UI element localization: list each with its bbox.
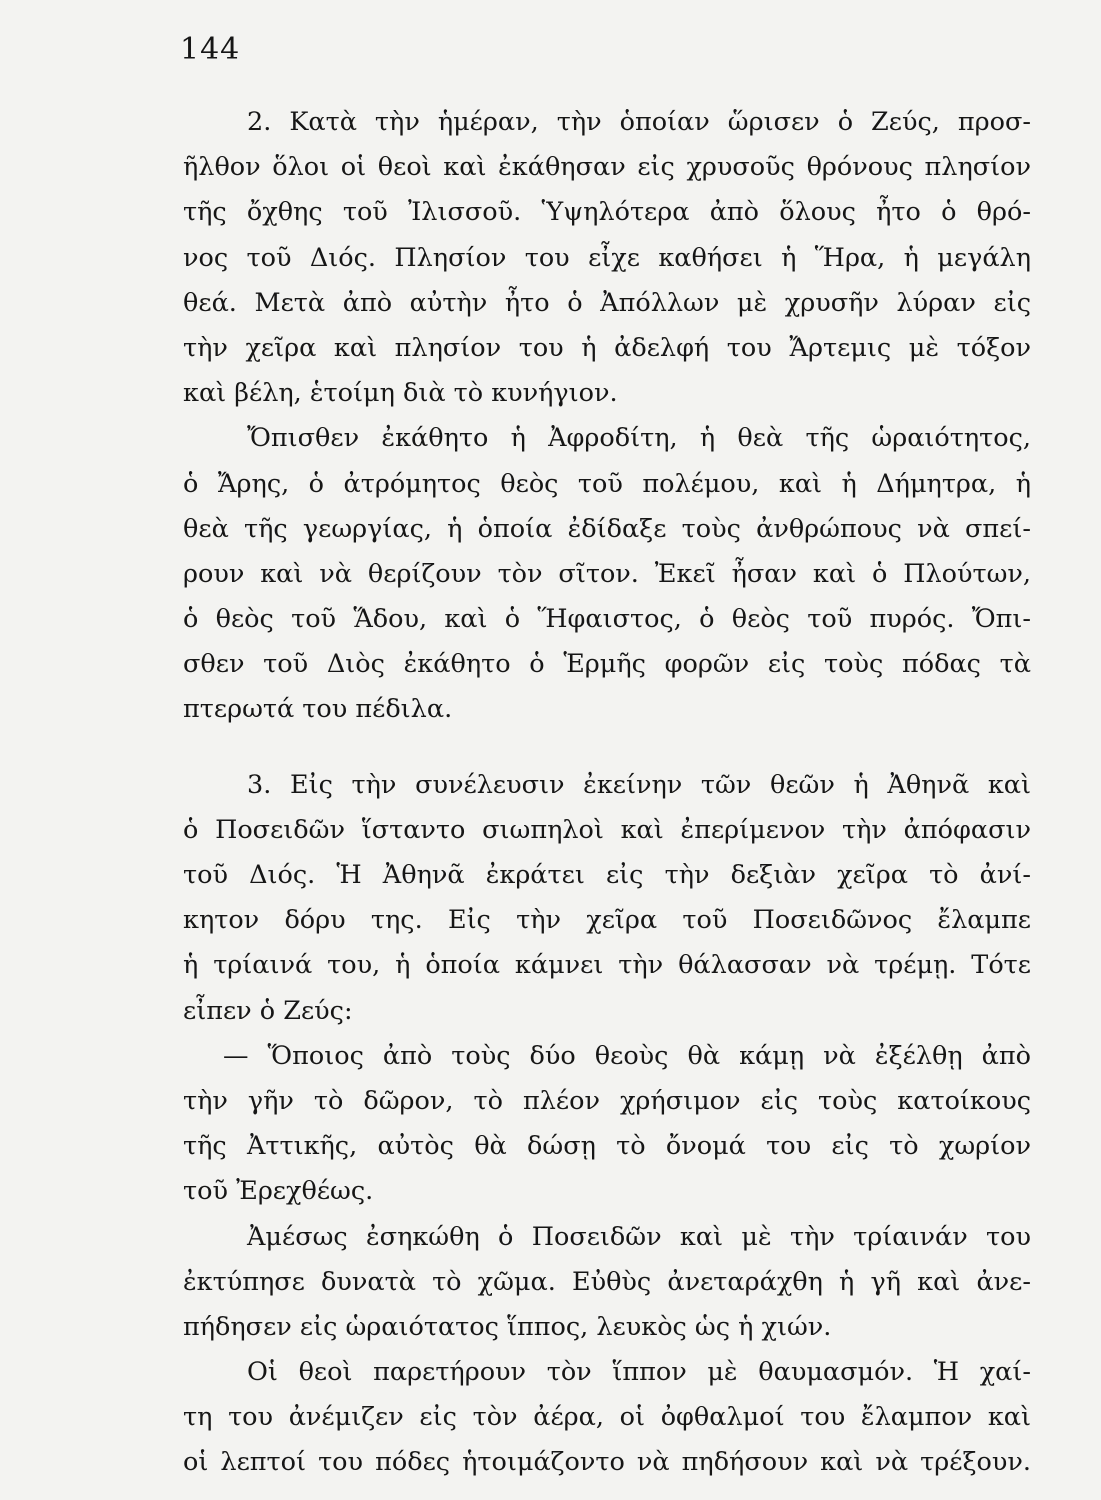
paragraph-3c <box>183 1350 1031 1486</box>
text-line: ὁ θεὸς τοῦ Ἅδου, καὶ ὁ Ἥφαιστος, ὁ θεὸς τοῦ πυρός. Ὄπι- <box>183 604 1031 635</box>
text-line: τῆς ὄχθης τοῦ Ἰλισσοῦ. Ὑψηλότερα ἀπὸ ὅλους ἦτο ὁ θρό- <box>183 197 1031 228</box>
text-line: — Ὅποιος ἀπὸ τοὺς δύο θεοὺς θὰ κάμῃ νὰ ἐξέλθῃ ἀπὸ <box>223 1040 1031 1071</box>
text-line: ἡ τρίαινά του, ἡ ὁποία κάμνει τὴν θάλασσαν νὰ τρέμῃ. Τότε <box>183 950 1031 981</box>
text-line: τη του ἀνέμιζεν εἰς τὸν ἀέρα, οἱ ὀφθαλμοί του ἔλαμπον καὶ <box>183 1402 1031 1433</box>
text-line: 3. Εἰς τὴν συνέλευσιν ἐκείνην τῶν θεῶν ἡ Ἀθηνᾶ καὶ <box>247 769 1031 800</box>
text-line: πήδησεν εἰς ὡραιότατος ἵππος, λευκὸς ὡς ἡ χιών. <box>183 1311 832 1342</box>
text-line: Οἱ θεοὶ παρετήρουν τὸν ἵππον μὲ θαυμασμόν. Ἡ χαί- <box>247 1357 1031 1388</box>
page-number: 144 <box>180 32 241 67</box>
text-line: θεά. Μετὰ ἀπὸ αὐτὴν ἦτο ὁ Ἀπόλλων μὲ χρυσῆν λύραν εἰς <box>183 287 1031 318</box>
zeus-speech <box>183 1034 1031 1215</box>
text-line: ὁ Ἄρης, ὁ ἀτρόμητος θεὸς τοῦ πολέμου, καὶ ἡ Δήμητρα, ἡ <box>183 468 1031 499</box>
paragraph-3 <box>183 763 1031 1034</box>
text-line: τῆς Ἀττικῆς, αὐτὸς θὰ δώσῃ τὸ ὄνομά του εἰς τὸ χωρίον <box>183 1131 1031 1162</box>
text-line: ἐκτύπησε δυνατὰ τὸ χῶμα. Εὐθὺς ἀνεταράχθη ἡ γῆ καὶ ἀνε- <box>183 1266 1031 1297</box>
text-line: οἱ λεπτοί του πόδες ἡτοιμάζοντο νὰ πηδήσουν καὶ νὰ τρέξουν. <box>183 1447 1031 1478</box>
text-line: ὁ Ποσειδῶν ἵσταντο σιωπηλοὶ καὶ ἐπερίμενον τὴν ἀπόφασιν <box>183 814 1031 845</box>
text-line: Ἀμέσως ἐσηκώθη ὁ Ποσειδῶν καὶ μὲ τὴν τρίαινάν του <box>247 1221 1031 1252</box>
text-line: τὴν γῆν τὸ δῶρον, τὸ πλέον χρήσιμον εἰς τοὺς κατοίκους <box>183 1085 1031 1116</box>
text-line: εἶπεν ὁ Ζεύς: <box>183 995 353 1026</box>
text-line: κητον δόρυ της. Εἰς τὴν χεῖρα τοῦ Ποσειδῶνος ἔλαμπε <box>183 905 1031 936</box>
text-line: τοῦ Ἐρεχθέως. <box>183 1176 374 1207</box>
paragraph-3b <box>183 1215 1031 1351</box>
body-text <box>183 100 1031 1486</box>
text-line: ῆλθον ὅλοι οἱ θεοὶ καὶ ἐκάθησαν εἰς χρυσοῦς θρόνους πλησίον <box>183 152 1031 183</box>
text-line: νος τοῦ Διός. Πλησίον του εἶχε καθήσει ἡ Ἥρα, ἡ μεγάλη <box>183 242 1031 273</box>
text-line: Ὄπισθεν ἐκάθητο ἡ Ἀφροδίτη, ἡ θεὰ τῆς ὡραιότητος, <box>247 423 1031 454</box>
text-line: τοῦ Διός. Ἡ Ἀθηνᾶ ἐκράτει εἰς τὴν δεξιὰν χεῖρα τὸ ἀνί- <box>183 860 1031 890</box>
text-line: σθεν τοῦ Διὸς ἐκάθητο ὁ Ἑρμῆς φορῶν εἰς τοὺς πόδας τὰ <box>183 649 1031 680</box>
paragraph-gap <box>183 733 1031 763</box>
paragraph-2 <box>183 100 1031 416</box>
paragraph-2b <box>183 416 1031 732</box>
text-line: 2. Κατὰ τὴν ἡμέραν, τὴν ὁποίαν ὥρισεν ὁ Ζεύς, προσ- <box>247 107 1031 137</box>
text-line: πτερωτά του πέδιλα. <box>183 694 453 725</box>
text-line: καὶ βέλη, ἑτοίμη διὰ τὸ κυνήγιον. <box>183 378 618 409</box>
text-line: ρουν καὶ νὰ θερίζουν τὸν σῖτον. Ἐκεῖ ἦσαν καὶ ὁ Πλούτων, <box>183 558 1031 589</box>
text-line: θεὰ τῆς γεωργίας, ἡ ὁποία ἐδίδαξε τοὺς ἀνθρώπους νὰ σπεί- <box>183 513 1031 544</box>
text-line: τὴν χεῖρα καὶ πλησίον του ἡ ἀδελφή του Ἄρτεμις μὲ τόξον <box>183 332 1031 363</box>
